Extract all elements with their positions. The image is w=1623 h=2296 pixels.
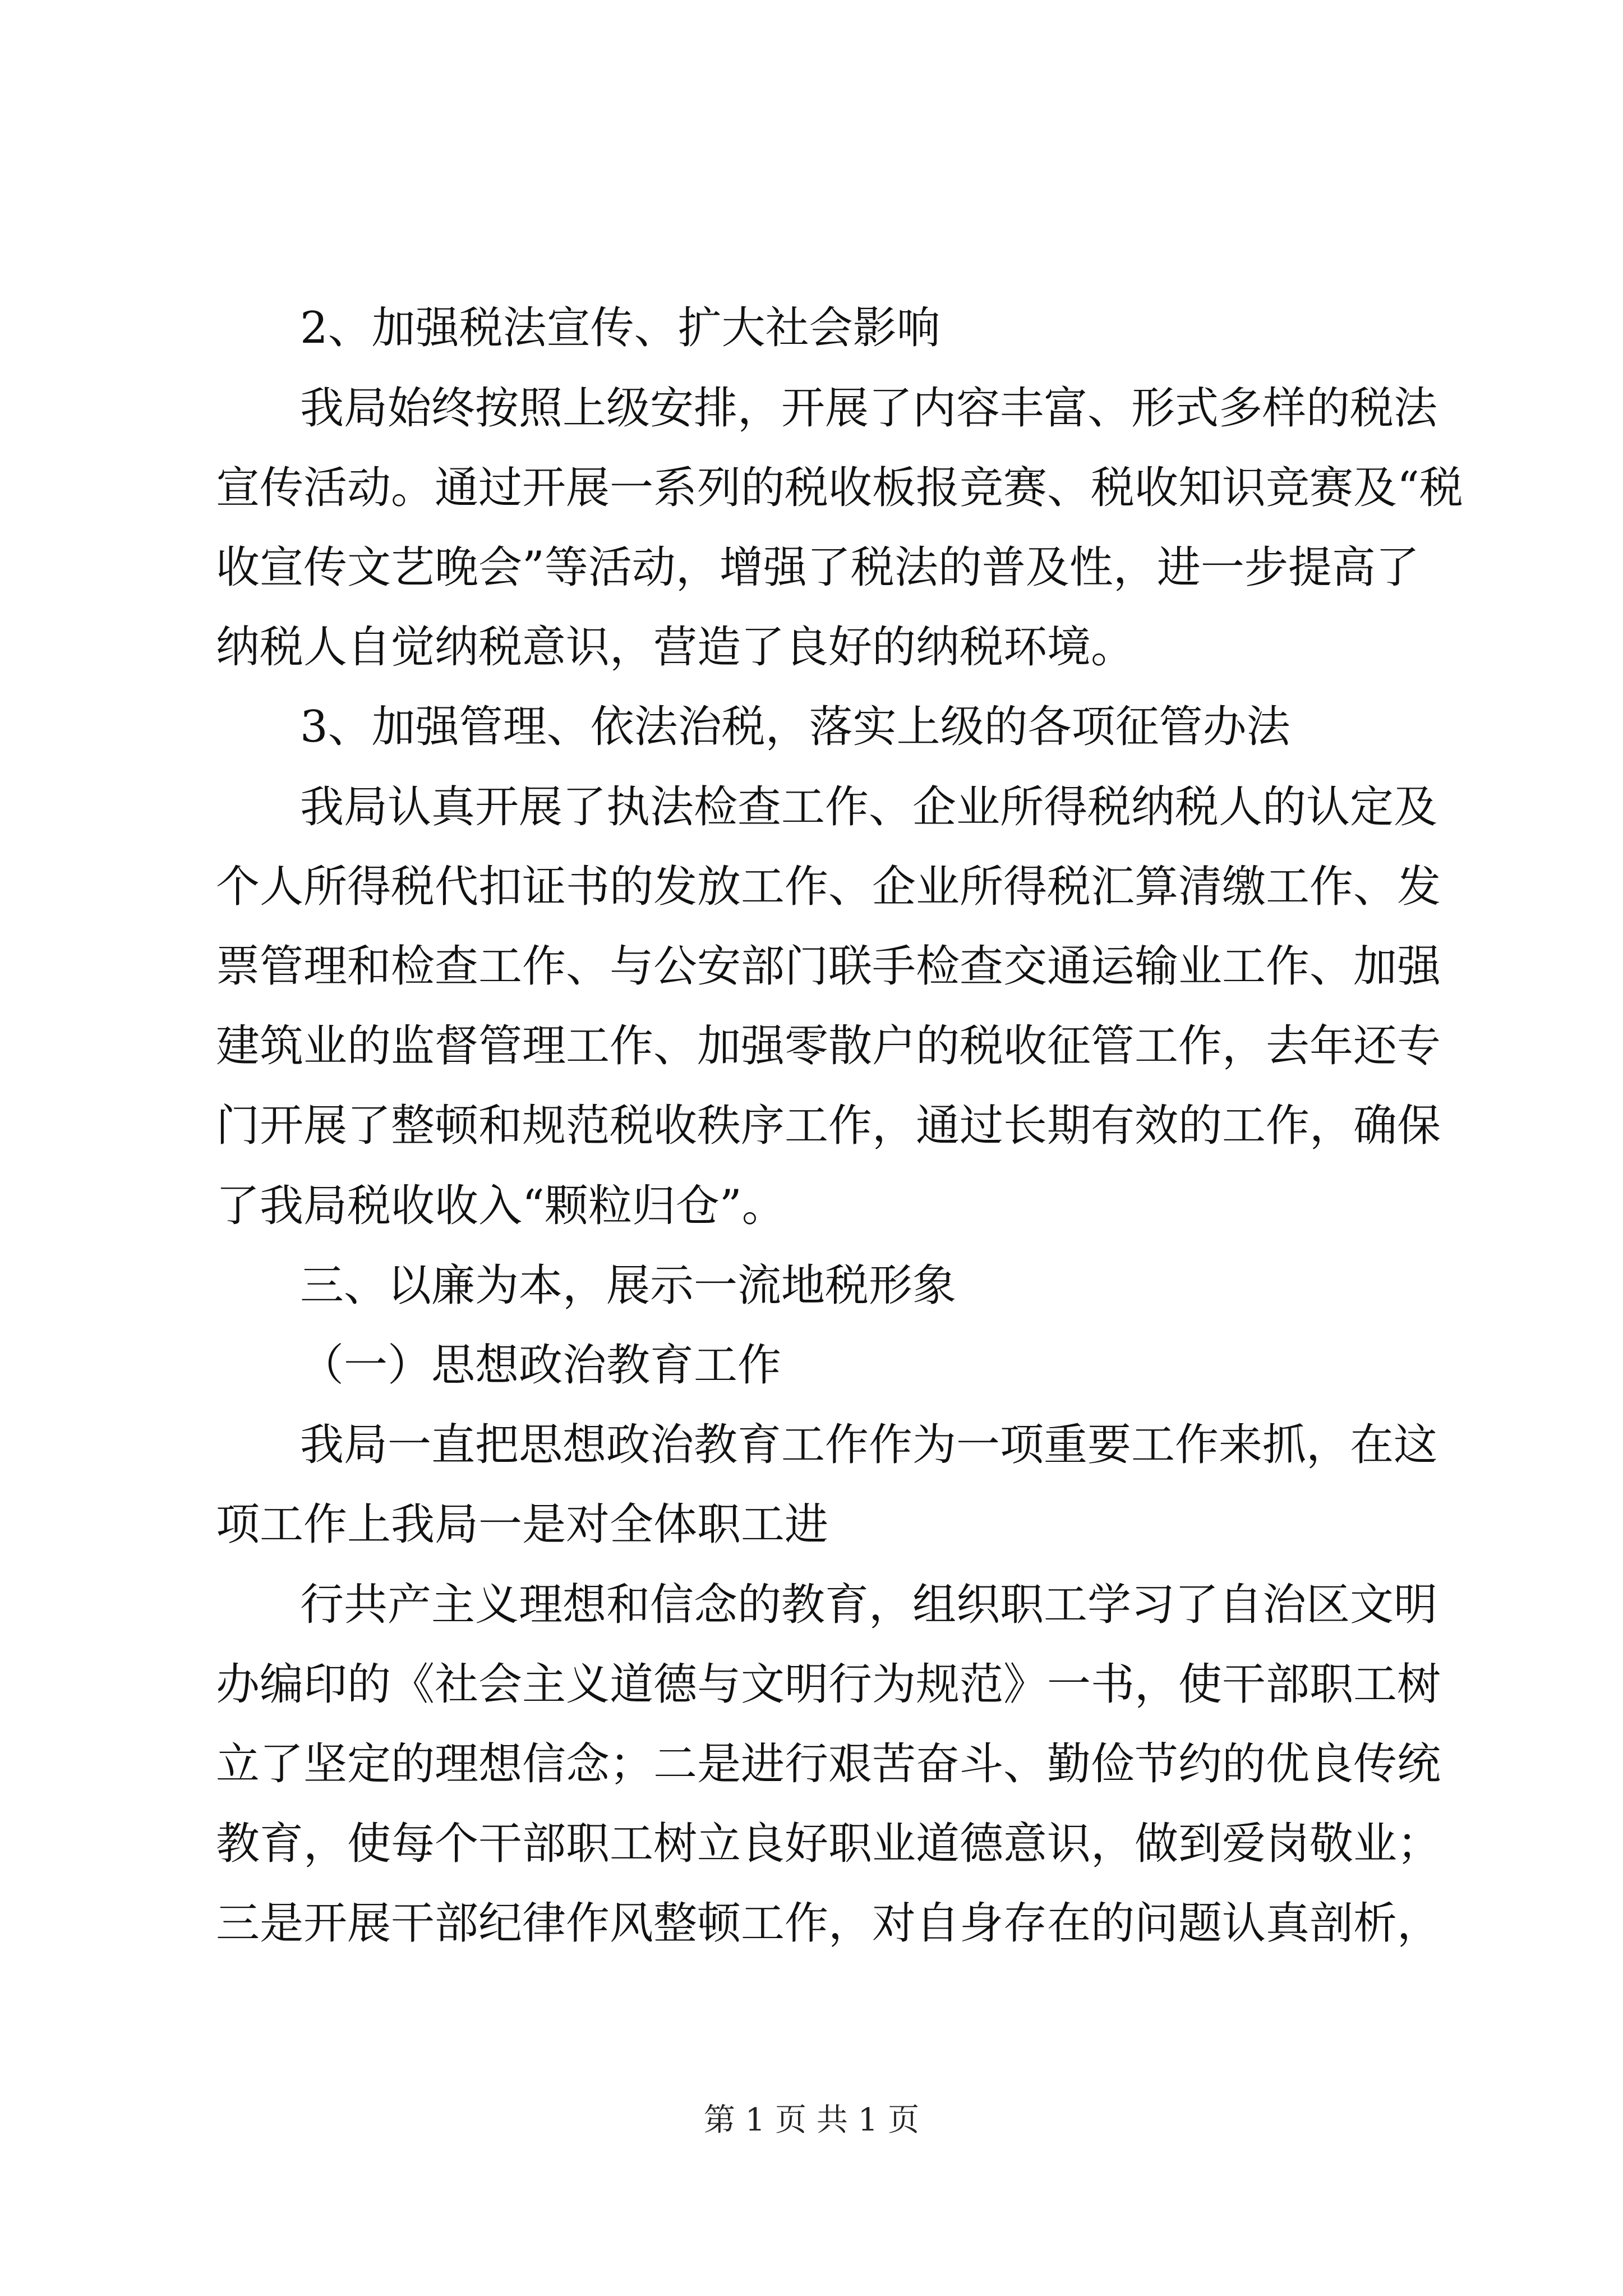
heading-management: 3、加强管理、依法治税，落实上级的各项征管办法 [300, 702, 1290, 752]
heading-tax-publicity: 2、加强税法宣传、扩大社会影响 [300, 303, 940, 353]
paragraph-line: 宣传活动。通过开展一系列的税收板报竞赛、税收知识竞赛及“税 [216, 463, 1463, 513]
paragraph-line: 教育，使每个干部职工树立良好职业道德意识，做到爱岗敬业； [216, 1819, 1441, 1869]
paragraph-line: 项工作上我局一是对全体职工进 [216, 1499, 829, 1550]
paragraph-line: 门开展了整顿和规范税收秩序工作，通过长期有效的工作，确保 [216, 1101, 1441, 1151]
heading-section-three: 三、以廉为本，展示一流地税形象 [300, 1260, 957, 1311]
paragraph-line: 收宣传文艺晚会”等活动，增强了税法的普及性，进一步提高了 [216, 542, 1419, 593]
paragraph-line: 建筑业的监督管理工作、加强零散户的税收征管工作，去年还专 [216, 1021, 1441, 1071]
page-number-footer: 第 1 页 共 1 页 [703, 2102, 920, 2138]
paragraph-line: 纳税人自觉纳税意识，营造了良好的纳税环境。 [216, 622, 1135, 673]
paragraph-line: 三是开展干部纪律作风整顿工作，对自身存在的问题认真剖析， [216, 1898, 1441, 1949]
paragraph-line: 立了坚定的理想信念；二是进行艰苦奋斗、勤俭节约的优良传统 [216, 1739, 1441, 1789]
paragraph-line: 我局认真开展了执法检查工作、企业所得税纳税人的认定及 [300, 782, 1438, 832]
heading-subsection-one: （一）思想政治教育工作 [300, 1340, 782, 1391]
paragraph-line: 行共产主义理想和信念的教育，组织职工学习了自治区文明 [300, 1580, 1438, 1630]
paragraph-line: 了我局税收收入“颗粒归仓”。 [216, 1181, 786, 1231]
paragraph-line: 我局始终按照上级安排，开展了内容丰富、形式多样的税法 [300, 383, 1438, 434]
paragraph-line: 办编印的《社会主义道德与文明行为规范》一书，使干部职工树 [216, 1659, 1441, 1710]
paragraph-line: 个人所得税代扣证书的发放工作、企业所得税汇算清缴工作、发 [216, 862, 1441, 912]
paragraph-line: 我局一直把思想政治教育工作作为一项重要工作来抓，在这 [300, 1420, 1438, 1470]
paragraph-line: 票管理和检查工作、与公安部门联手检查交通运输业工作、加强 [216, 941, 1441, 992]
